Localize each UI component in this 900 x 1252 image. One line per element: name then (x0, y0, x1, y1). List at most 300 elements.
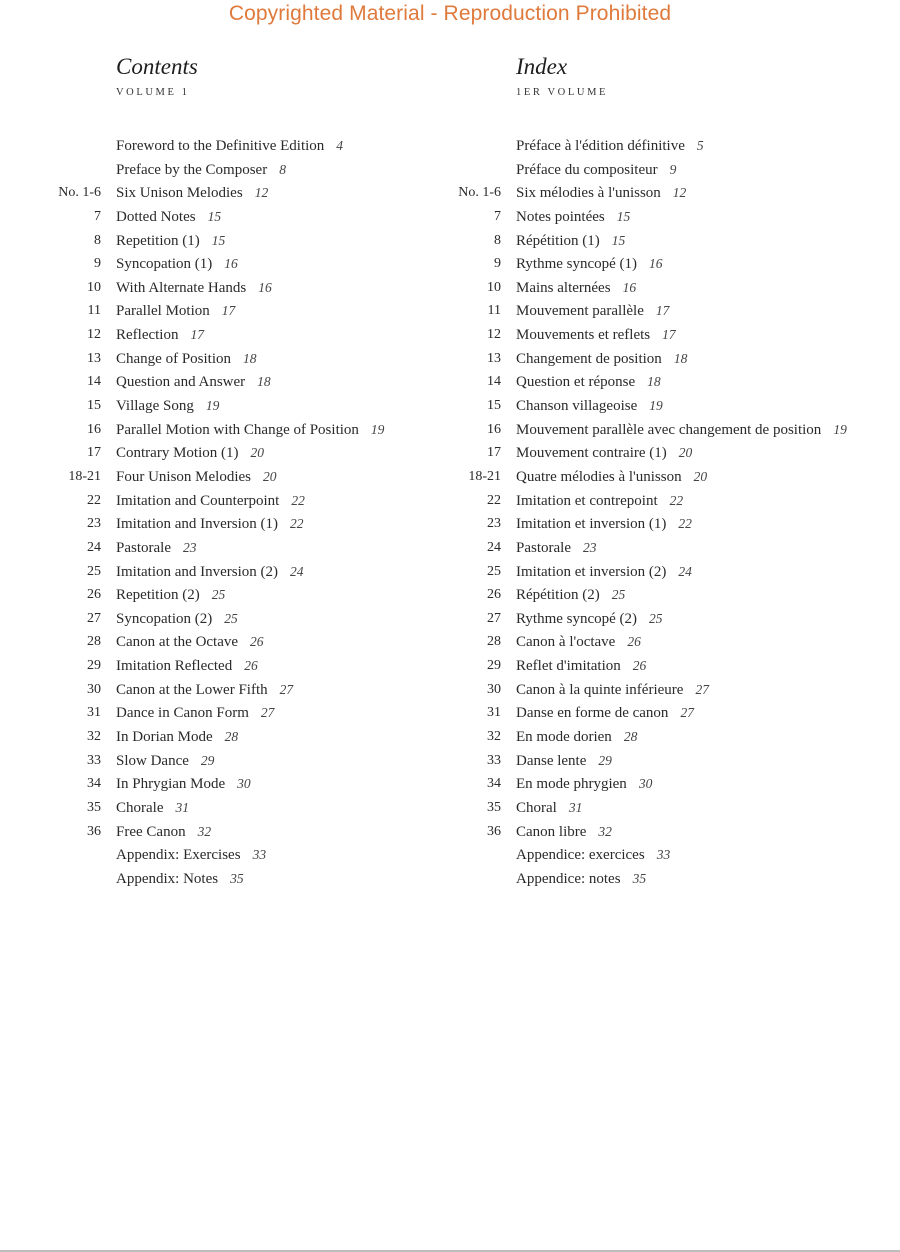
entry-page-number: 9 (669, 161, 677, 177)
toc-entry (0, 583, 440, 607)
entry-title (116, 725, 238, 750)
entry-number: 17 (487, 445, 501, 461)
entry-page-number: 22 (290, 516, 304, 532)
entry-title-text: Free Canon (116, 823, 186, 840)
entry-number: 25 (487, 563, 501, 579)
entry-page-number: 12 (254, 185, 269, 201)
entry-title-text: Village Song (116, 398, 194, 415)
entry-number: 18-21 (68, 468, 101, 484)
entry-page-number: 15 (207, 208, 222, 224)
entry-page-number: 27 (279, 681, 294, 697)
entry-page-number: 32 (598, 823, 612, 839)
entry-number: 17 (87, 445, 101, 461)
entry-title-text: Parallel Motion with Change of Position (116, 421, 359, 438)
copyright-watermark: Copyrighted Material - Reproduction Prohibited (228, 2, 672, 25)
entry-title (116, 583, 225, 608)
entry-title (116, 654, 258, 679)
entry-page-number: 24 (678, 563, 692, 579)
toc-entry (0, 725, 440, 749)
entry-page-number: 24 (290, 563, 304, 579)
entry-page-number: 15 (611, 232, 626, 248)
entry-title-text: Foreword to the Definitive Edition (116, 138, 325, 154)
entry-title (116, 252, 238, 277)
entry-page-number: 25 (211, 587, 226, 603)
entry-number: 28 (487, 634, 501, 650)
entry-number: 22 (487, 492, 501, 508)
entry-page-number: 26 (632, 658, 647, 674)
toc-entry (400, 441, 900, 465)
entry-page-number: 8 (279, 161, 286, 177)
entry-title (516, 347, 687, 372)
toc-entry (400, 512, 900, 536)
entry-number: 30 (487, 681, 501, 697)
entry-title (116, 796, 189, 821)
entry-page-number: 20 (263, 468, 277, 484)
entry-title-text: Chanson villageoise (516, 398, 638, 415)
entry-page-number: 31 (568, 799, 583, 815)
entry-number: 22 (87, 492, 101, 508)
entry-page-number: 22 (291, 492, 305, 508)
entry-title (516, 843, 670, 868)
entry-page-number: 20 (693, 468, 708, 484)
entry-page-number: 20 (250, 445, 264, 461)
entry-title (116, 205, 221, 230)
entry-title (116, 323, 204, 348)
entry-title-text: Slow Dance (116, 752, 189, 769)
toc-entry (400, 276, 900, 300)
entry-title (116, 134, 343, 159)
entry-title-text: Repetition (1) (116, 232, 200, 249)
toc-entry (0, 441, 440, 465)
entry-title (516, 229, 625, 254)
entry-title-text: Répétition (2) (516, 587, 600, 604)
toc-entry (400, 820, 900, 844)
entry-title (516, 489, 683, 514)
toc-entry (400, 205, 900, 229)
entry-title (516, 394, 663, 419)
entry-title-text: Changement de position (516, 350, 662, 367)
entry-number: 24 (487, 539, 501, 555)
toc-entry (0, 158, 440, 182)
toc-entry (0, 749, 440, 773)
toc-entry (400, 536, 900, 560)
toc-entry (400, 252, 900, 276)
toc-entry (0, 134, 440, 158)
entry-number: 18-21 (468, 468, 501, 484)
entry-title-text: Canon at the Octave (116, 634, 239, 651)
entry-page-number: 30 (237, 776, 251, 792)
entry-title-text: Choral (516, 799, 557, 816)
entry-title-text: Four Unison Melodies (116, 468, 251, 485)
entry-page-number: 25 (224, 610, 238, 626)
toc-entry (400, 347, 900, 371)
entry-number: No. 1-6 (458, 185, 501, 201)
toc-entry (0, 229, 440, 253)
entry-page-number: 17 (221, 303, 236, 319)
toc-entry (400, 465, 900, 489)
toc-entry (0, 512, 440, 536)
entry-title-text: Pastorale (516, 539, 571, 556)
entry-title (116, 158, 286, 183)
entry-title-text: Imitation et inversion (2) (516, 563, 667, 580)
entry-title (116, 536, 196, 561)
toc-entry (0, 607, 440, 631)
entry-title (516, 134, 704, 159)
entry-title (516, 654, 646, 679)
entry-title (516, 583, 625, 608)
toc-entry (400, 630, 900, 654)
entry-page-number: 17 (662, 327, 676, 343)
entry-title (516, 607, 663, 632)
entry-page-number: 22 (678, 516, 692, 532)
entry-title (516, 441, 692, 466)
entry-title-text: Répétition (1) (516, 232, 600, 249)
entry-page-number: 26 (627, 634, 641, 650)
entry-title (516, 630, 641, 655)
entry-page-number: 29 (200, 752, 215, 768)
toc-entry (400, 181, 900, 205)
entry-title (116, 347, 257, 372)
entry-title-text: Reflection (116, 327, 179, 344)
entry-title-text: Dance in Canon Form (116, 705, 249, 722)
entry-title-text: Dotted Notes (116, 208, 196, 225)
entry-title-text: Appendice: notes (516, 870, 621, 887)
entry-title (116, 820, 211, 845)
index-heading: Index (516, 54, 568, 79)
entry-title-text: Six Unison Melodies (116, 185, 243, 202)
entry-number: 7 (94, 208, 101, 224)
entry-number: 10 (87, 279, 101, 295)
entry-title-text: Préface du compositeur (516, 161, 658, 178)
entry-number: 13 (87, 350, 101, 366)
entry-title-text: Chorale (116, 799, 164, 816)
toc-entry (400, 725, 900, 749)
toc-entry (400, 134, 900, 158)
entry-title (116, 370, 271, 395)
entry-title-text: Appendix: Notes (116, 870, 219, 887)
entry-number: 11 (487, 303, 501, 319)
entry-page-number: 18 (673, 350, 688, 366)
toc-entry (0, 276, 440, 300)
entry-page-number: 17 (190, 327, 204, 343)
entry-title-text: Préface à l'édition définitive (516, 138, 685, 154)
toc-entry (0, 299, 440, 323)
entry-title-text: Imitation et contrepoint (516, 492, 658, 509)
entry-number: 9 (94, 256, 101, 272)
toc-entry (0, 394, 440, 418)
toc-entry (400, 489, 900, 513)
entry-page-number: 18 (243, 350, 257, 366)
entry-page-number: 16 (258, 279, 272, 295)
entry-title-text: Syncopation (1) (116, 256, 213, 273)
entry-number: 34 (87, 776, 101, 792)
entry-number: 14 (87, 374, 101, 390)
entry-page-number: 12 (672, 185, 687, 201)
entry-page-number: 4 (336, 138, 344, 153)
contents-list (0, 134, 440, 891)
entry-title (116, 630, 264, 655)
entry-page-number: 31 (175, 799, 189, 815)
entry-title (116, 701, 274, 726)
entry-page-number: 27 (680, 705, 694, 721)
toc-entry (400, 796, 900, 820)
entry-title (116, 512, 304, 537)
entry-number: 35 (87, 799, 101, 815)
entry-title (516, 820, 612, 845)
entry-title (116, 441, 264, 466)
entry-title-text: Imitation and Inversion (1) (116, 516, 279, 533)
entry-title-text: Appendix: Exercises (116, 847, 241, 864)
toc-entry (400, 678, 900, 702)
entry-page-number: 15 (616, 208, 631, 224)
entry-page-number: 25 (611, 587, 626, 603)
toc-entry (400, 370, 900, 394)
entry-title (516, 678, 709, 703)
toc-entry (0, 630, 440, 654)
entry-number: 31 (87, 705, 101, 721)
entry-number: 12 (487, 327, 501, 343)
entry-page-number: 32 (197, 823, 212, 839)
toc-entry (0, 654, 440, 678)
entry-title (516, 749, 612, 774)
entry-number: 31 (487, 705, 501, 721)
entry-page-number: 19 (649, 398, 663, 414)
entry-title (116, 749, 214, 774)
entry-title-text: Mouvement parallèle (516, 303, 644, 320)
entry-title-text: Repetition (2) (116, 587, 200, 604)
entry-number: 8 (494, 232, 501, 248)
toc-entry (400, 749, 900, 773)
entry-title (116, 418, 384, 443)
entry-number: 33 (87, 752, 101, 768)
entry-page-number: 35 (632, 870, 647, 886)
toc-entry (0, 323, 440, 347)
toc-entry (0, 181, 440, 205)
toc-entry (400, 607, 900, 631)
entry-title-text: Imitation Reflected (116, 658, 233, 675)
entry-number: 26 (487, 587, 501, 603)
entry-title-text: With Alternate Hands (116, 279, 247, 296)
entry-number: 13 (487, 350, 501, 366)
entry-page-number: 23 (182, 539, 197, 555)
entry-title-text: Parallel Motion (116, 303, 210, 320)
entry-number: 27 (487, 610, 501, 626)
entry-title (516, 205, 630, 230)
entry-title (116, 843, 266, 868)
entry-title-text: Pastorale (116, 539, 171, 556)
toc-entry (0, 867, 440, 891)
entry-page-number: 5 (696, 138, 704, 153)
toc-entry (0, 465, 440, 489)
entry-page-number: 27 (695, 681, 709, 697)
entry-title (116, 276, 272, 301)
entry-title (116, 489, 305, 514)
entry-number: 24 (87, 539, 101, 555)
entry-title (516, 867, 646, 892)
entry-number: 15 (487, 398, 501, 414)
entry-title (516, 370, 661, 395)
entry-title-text: Canon à l'octave (516, 634, 616, 651)
toc-entry (0, 370, 440, 394)
entry-title-text: Imitation et inversion (1) (516, 516, 667, 533)
entry-page-number: 18 (257, 374, 271, 390)
entry-number: 28 (87, 634, 101, 650)
entry-title-text: Appendice: exercices (516, 847, 645, 864)
entry-title-text: Canon à la quinte inférieure (516, 681, 684, 698)
entry-title-text: Canon libre (516, 823, 587, 840)
entry-title-text: Reflet d'imitation (516, 658, 621, 675)
toc-entry (0, 560, 440, 584)
entry-title-text: Question and Answer (116, 374, 246, 391)
entry-title (516, 181, 686, 206)
entry-title (516, 701, 694, 726)
entry-title-text: Syncopation (2) (116, 610, 213, 627)
entry-title (516, 512, 692, 537)
toc-entry (400, 583, 900, 607)
entry-title (516, 158, 676, 183)
entry-title-text: Imitation and Inversion (2) (116, 563, 279, 580)
entry-page-number: 33 (656, 847, 671, 863)
entry-number: 27 (87, 610, 101, 626)
entry-page-number: 26 (244, 658, 258, 674)
toc-entry (0, 772, 440, 796)
entry-page-number: 35 (230, 870, 244, 886)
entry-page-number: 22 (669, 492, 684, 508)
entry-page-number: 27 (260, 705, 275, 721)
entry-page-number: 16 (649, 256, 663, 272)
entry-title (116, 299, 235, 324)
index-subheading: 1ER VOLUME (516, 87, 609, 98)
entry-title-text: En mode phrygien (516, 776, 627, 793)
entry-number: 36 (487, 823, 501, 839)
entry-page-number: 28 (224, 729, 239, 745)
entry-page-number: 17 (655, 303, 670, 319)
toc-entry (400, 867, 900, 891)
entry-title-text: En mode dorien (516, 729, 612, 746)
entry-number: 35 (487, 799, 501, 815)
entry-page-number: 26 (250, 634, 264, 650)
entry-page-number: 29 (598, 752, 612, 768)
entry-page-number: 19 (833, 421, 847, 437)
toc-entry (0, 820, 440, 844)
toc-entry (400, 158, 900, 182)
entry-title (116, 678, 293, 703)
entry-number: 16 (487, 421, 501, 437)
entry-title (116, 607, 238, 632)
entry-title-text: Imitation and Counterpoint (116, 492, 280, 509)
toc-entry (0, 536, 440, 560)
entry-title-text: Rythme syncopé (1) (516, 256, 638, 273)
toc-entry (0, 489, 440, 513)
entry-title (516, 299, 669, 324)
entry-page-number: 30 (638, 776, 653, 792)
entry-number: 23 (87, 516, 101, 532)
entry-title (516, 796, 582, 821)
toc-entry (400, 843, 900, 867)
entry-title-text: Mouvement contraire (1) (516, 445, 667, 462)
entry-number: 25 (87, 563, 101, 579)
entry-title-text: Rythme syncopé (2) (516, 610, 638, 627)
entry-page-number: 20 (678, 445, 693, 461)
entry-page-number: 16 (224, 256, 238, 272)
entry-title (516, 560, 692, 585)
entry-number: 23 (487, 516, 501, 532)
entry-title (516, 536, 596, 561)
entry-number: 26 (87, 587, 101, 603)
entry-number: 29 (487, 658, 501, 674)
entry-page-number: 16 (622, 279, 637, 295)
toc-entry (400, 299, 900, 323)
entry-title-text: Mouvements et reflets (516, 327, 651, 344)
entry-title (116, 229, 225, 254)
entry-title (116, 867, 244, 892)
entry-title (116, 465, 277, 490)
entry-page-number: 19 (205, 398, 220, 414)
entry-title (116, 772, 251, 797)
entry-number: 32 (487, 729, 501, 745)
toc-entry (400, 701, 900, 725)
toc-entry (0, 796, 440, 820)
entry-title (516, 323, 676, 348)
entry-title-text: Mouvement parallèle avec changement de position (516, 421, 822, 438)
entry-number: 29 (87, 658, 101, 674)
entry-number: 9 (494, 256, 501, 272)
toc-entry (400, 654, 900, 678)
entry-title (516, 725, 637, 750)
entry-number: 12 (87, 327, 101, 343)
toc-entry (400, 229, 900, 253)
entry-number: 16 (87, 421, 101, 437)
entry-title-text: Change of Position (116, 350, 231, 367)
toc-entry (0, 418, 440, 442)
entry-title (516, 418, 847, 443)
entry-number: 7 (494, 208, 501, 224)
toc-entry (0, 701, 440, 725)
entry-page-number: 28 (623, 729, 638, 745)
entry-number: 14 (487, 374, 501, 390)
entry-page-number: 23 (582, 539, 597, 555)
toc-entry (0, 205, 440, 229)
entry-number: 32 (87, 729, 101, 745)
entry-title-text: Canon at the Lower Fifth (116, 681, 268, 698)
entry-title-text: In Phrygian Mode (116, 776, 226, 793)
entry-title (516, 276, 636, 301)
entry-title (116, 181, 268, 206)
entry-title-text: Question et réponse (516, 374, 636, 391)
entry-number: 30 (87, 681, 101, 697)
entry-number: 36 (87, 823, 101, 839)
entry-title-text: In Dorian Mode (116, 729, 213, 746)
toc-entry (400, 394, 900, 418)
entry-page-number: 19 (370, 421, 385, 437)
entry-page-number: 25 (649, 610, 663, 626)
entry-number: 15 (87, 398, 101, 414)
entry-page-number: 33 (252, 847, 267, 863)
entry-page-number: 15 (211, 232, 226, 248)
entry-page-number: 18 (647, 374, 661, 390)
contents-subheading: VOLUME 1 (116, 87, 190, 98)
entry-number: 8 (94, 232, 101, 248)
toc-entry (0, 843, 440, 867)
entry-title-text: Danse en forme de canon (516, 705, 669, 722)
entry-title (116, 560, 304, 585)
contents-heading: Contents (116, 54, 198, 79)
toc-entry (400, 772, 900, 796)
entry-title-text: Six mélodies à l'unisson (516, 185, 661, 202)
entry-number: 11 (87, 303, 101, 319)
entry-number: 10 (487, 279, 501, 295)
entry-title (116, 394, 219, 419)
